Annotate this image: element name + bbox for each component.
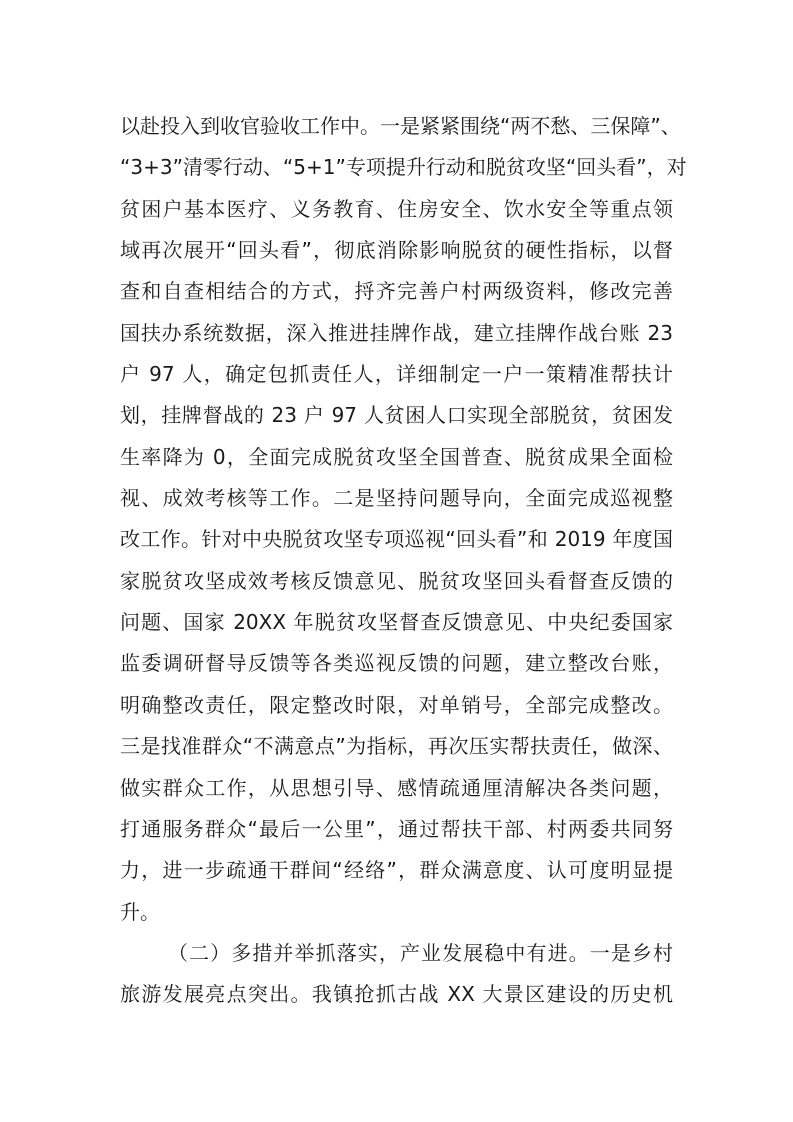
text-line: 贫困户基本医疗、义务教育、住房安全、饮水安全等重点领 (120, 196, 673, 221)
text-line: 明确整改责任，限定整改时限，对单销号，全部完成整改。 (120, 692, 673, 717)
text-line: 升。 (120, 899, 160, 924)
text-line: 家脱贫攻坚成效考核反馈意见、脱贫攻坚回头看督查反馈的 (120, 568, 673, 593)
text-line: 视、成效考核等工作。二是坚持问题导向，全面完成巡视整 (120, 486, 673, 511)
text-line: 国扶办系统数据，深入推进挂牌作战，建立挂牌作战台账 23 (120, 320, 673, 345)
text-line: 做实群众工作，从思想引导、感情疏通厘清解决各类问题， (120, 775, 673, 800)
paragraph-1 (120, 106, 687, 933)
paragraph-2 (120, 933, 673, 1016)
document-page (120, 106, 687, 1016)
section-heading-line: （二）多措并举抓落实，产业发展稳中有进。一是乡村 (168, 940, 673, 965)
text-line: 生率降为 0，全面完成脱贫攻坚全国普查、脱贫成果全面检 (120, 444, 673, 469)
text-line: 问题、国家 20XX 年脱贫攻坚督查反馈意见、中央纪委国家 (120, 610, 673, 635)
text-line: 以赴投入到收官验收工作中。一是紧紧围绕“两不愁、三保障”、 (120, 114, 681, 138)
text-line: 改工作。针对中央脱贫攻坚专项巡视“回头看”和 2019 年度国 (120, 527, 673, 552)
text-line: 域再次展开“回头看”，彻底消除影响脱贫的硬性指标，以督 (120, 238, 673, 263)
text-line: 力，进一步疏通干群间“经络”，群众满意度、认可度明显提 (120, 858, 673, 883)
text-line: 户 97 人，确定包抓责任人，详细制定一户一策精准帮扶计 (120, 362, 673, 387)
text-line: 三是找准群众“不满意点”为指标，再次压实帮扶责任，做深、 (120, 734, 673, 759)
text-line: 监委调研督导反馈等各类巡视反馈的问题，建立整改台账， (120, 651, 673, 676)
text-line: “3+3”清零行动、“5+1”专项提升行动和脱贫攻坚“回头看”，对 (120, 155, 687, 180)
text-line: 查和自查相结合的方式，捋齐完善户村两级资料，修改完善 (120, 279, 673, 304)
text-line: 旅游发展亮点突出。我镇抢抓古战 XX 大景区建设的历史机 (120, 982, 673, 1007)
text-line: 划，挂牌督战的 23 户 97 人贫困人口实现全部脱贫，贫困发 (120, 403, 673, 428)
text-line: 打通服务群众“最后一公里”，通过帮扶干部、村两委共同努 (120, 816, 673, 841)
